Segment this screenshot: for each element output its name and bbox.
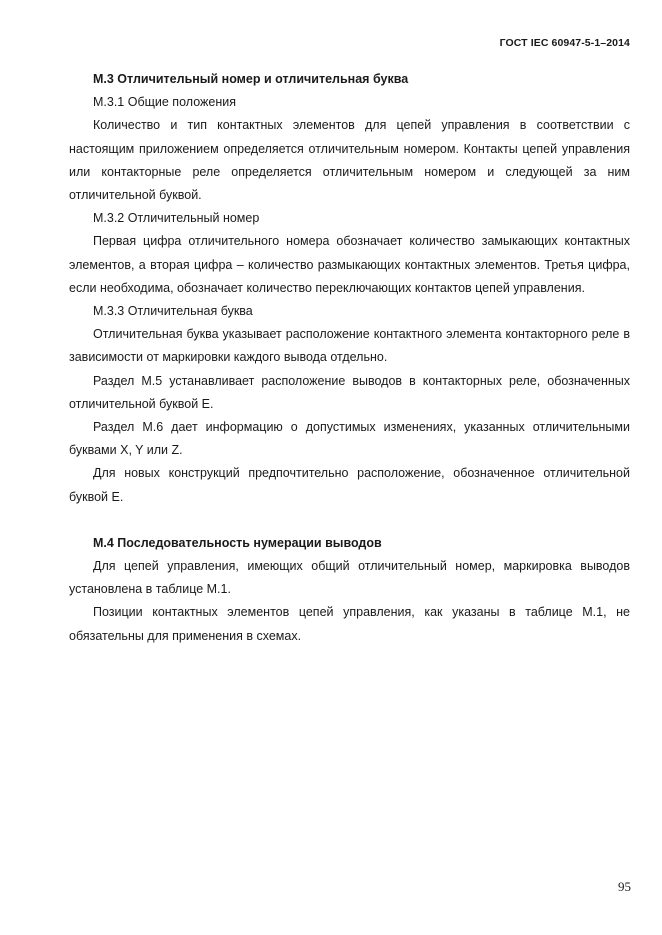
page-content — [69, 68, 630, 648]
section-m3-heading: М.3 Отличительный номер и отличительная буква — [93, 72, 409, 86]
paragraph-m3-3-text-2: Раздел М.5 устанавливает расположение выводов в контакторных реле, обозначенных отличительной буквой Е. — [69, 373, 630, 411]
subsection-m3-2-heading: М.3.2 Отличительный номер — [93, 211, 260, 226]
document-header: ГОСТ IEC 60947-5-1–2014 — [499, 37, 630, 49]
paragraph-m3-3-text-3: Раздел М.6 дает информацию о допустимых изменениях, указанных отличительными буквами X, Y или Z. — [69, 420, 630, 458]
paragraph-m3-3-text-1: Отличительная буква указывает расположение контактного элемента контакторного реле в зависимости от маркировки каждого вывода отдельно. — [69, 327, 630, 365]
paragraph-m3-1-text: Количество и тип контактных элементов для цепей управления в соответствии с настоящим приложением определяется отличительным номером. Контакты цепей управления или контакторные реле определяется отличительным номером и следующей за ним отличительной буквой. — [69, 118, 630, 203]
paragraph-m3-2-text: Первая цифра отличительного номера обозначает количество замыкающих контактных элементов, а вторая цифра – количество размыкающих контактных элементов. Третья цифра, если необходима, обозначает количество переключающих контактов цепей управления. — [69, 234, 630, 295]
section-spacer — [69, 509, 630, 532]
paragraph-m3-3-text-4: Для новых конструкций предпочтительно расположение, обозначенное отличительной буквой Е. — [69, 466, 630, 504]
paragraph-m4-text-2: Позиции контактных элементов цепей управления, как указаны в таблице М.1, не обязательны для применения в схемах. — [69, 605, 630, 643]
subsection-m3-1-heading: М.3.1 Общие положения — [93, 95, 236, 110]
subsection-m3-3-heading: М.3.3 Отличительная буква — [93, 304, 253, 319]
paragraph-m4-text-1: Для цепей управления, имеющих общий отличительный номер, маркировка выводов установлена в таблице М.1. — [69, 559, 630, 597]
page-number: 95 — [618, 879, 631, 894]
section-m4-heading: М.4 Последовательность нумерации выводов — [93, 535, 382, 550]
